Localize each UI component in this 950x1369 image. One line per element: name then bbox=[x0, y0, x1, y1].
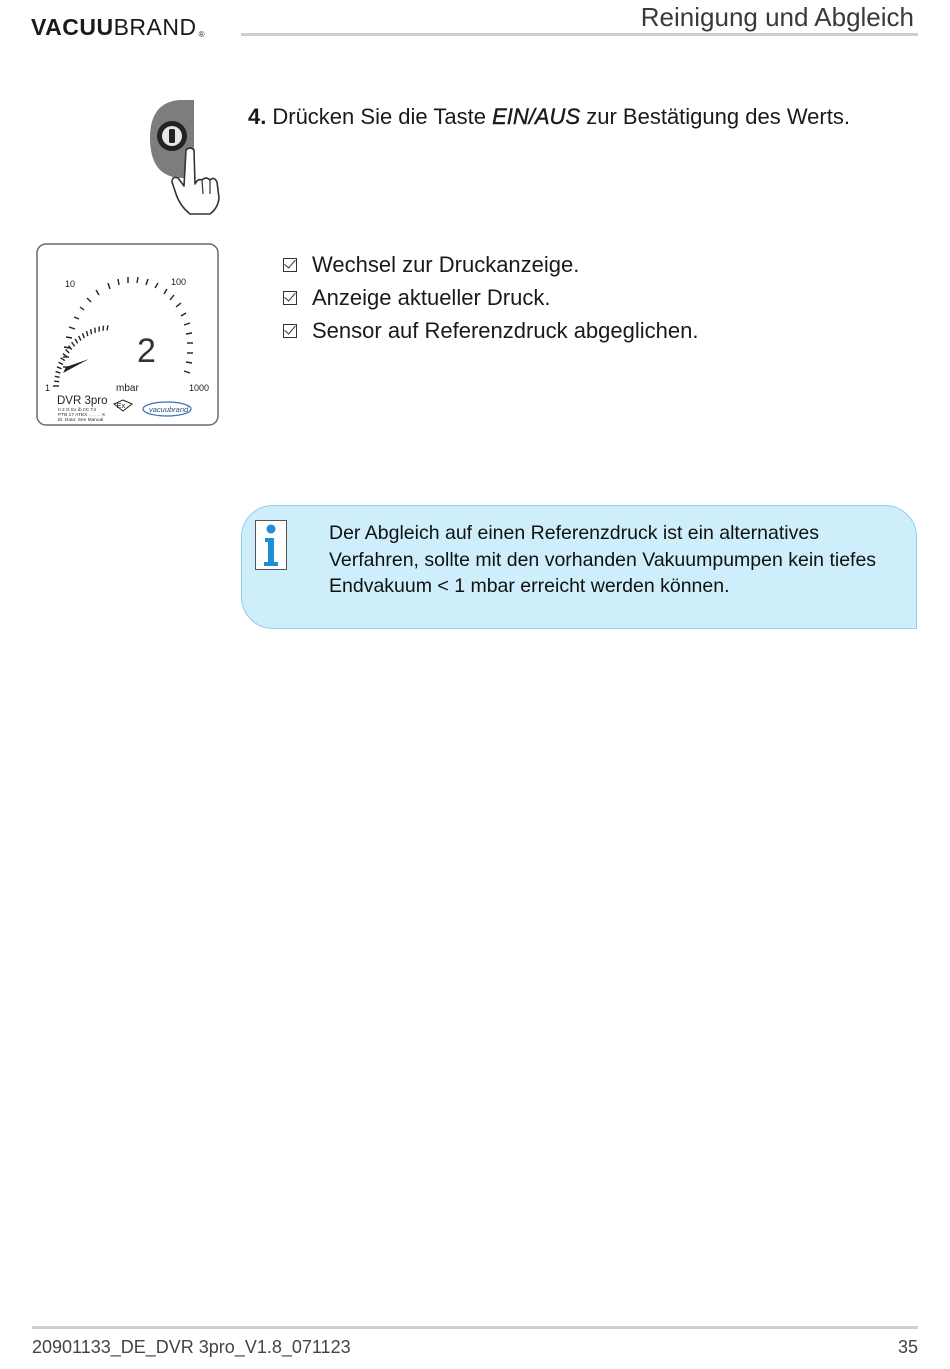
dvr3pro-gauge-display bbox=[36, 243, 219, 426]
checklist-item: Anzeige aktueller Druck. bbox=[283, 281, 698, 314]
checkbox-checked-icon bbox=[283, 291, 297, 305]
scale-label-1000: 1000 bbox=[189, 383, 210, 393]
unit-label: mbar bbox=[116, 383, 139, 394]
on-off-key-press-icon bbox=[146, 98, 228, 216]
checklist-item: Sensor auf Referenzdruck abgeglichen. bbox=[283, 314, 698, 347]
scale-label-100: 100 bbox=[171, 277, 187, 287]
scale-label-10: 10 bbox=[65, 279, 76, 289]
cert-line-3: El. Data: See Manual bbox=[58, 418, 104, 423]
key-name: EIN/AUS bbox=[492, 104, 581, 129]
cert-line-2: PTB 17 ATEX . . . . . X bbox=[58, 413, 106, 418]
model-label: DVR 3pro bbox=[57, 395, 108, 407]
display-value: 2 bbox=[137, 332, 156, 370]
badge-brand: vacuubrand bbox=[149, 405, 189, 414]
section-title: Reinigung und Abgleich bbox=[640, 2, 914, 32]
checkbox-checked-icon bbox=[283, 258, 297, 272]
page-number: 35 bbox=[897, 1337, 918, 1357]
checkbox-checked-icon bbox=[283, 324, 297, 338]
header-divider bbox=[241, 33, 918, 36]
step-4-instruction: 4. Drücken Sie die Taste EIN/AUS zur Bestätigung des Werts. bbox=[248, 104, 850, 129]
cert-line-1: II 2 G Ex ib IIC T4 bbox=[58, 408, 97, 413]
checklist-item: Wechsel zur Druckanzeige. bbox=[283, 248, 698, 281]
footer-divider bbox=[32, 1326, 918, 1329]
info-note-box bbox=[241, 505, 917, 629]
svg-text:Ex: Ex bbox=[116, 401, 126, 410]
scale-label-1: 1 bbox=[45, 383, 51, 393]
info-icon bbox=[255, 520, 287, 570]
info-note-text: Der Abgleich auf einen Referenzdruck ist ein alternatives Verfahren, sollte mit den vorhanden Vakuumpumpen kein tiefes Endvakuum < 1 mbar erreicht werden können. bbox=[329, 522, 877, 597]
document-id: 20901133_DE_DVR 3pro_V1.8_071123 bbox=[32, 1337, 351, 1357]
result-checklist bbox=[283, 248, 698, 347]
vacuubrand-logo: VACUUBRAND ® bbox=[31, 14, 205, 40]
